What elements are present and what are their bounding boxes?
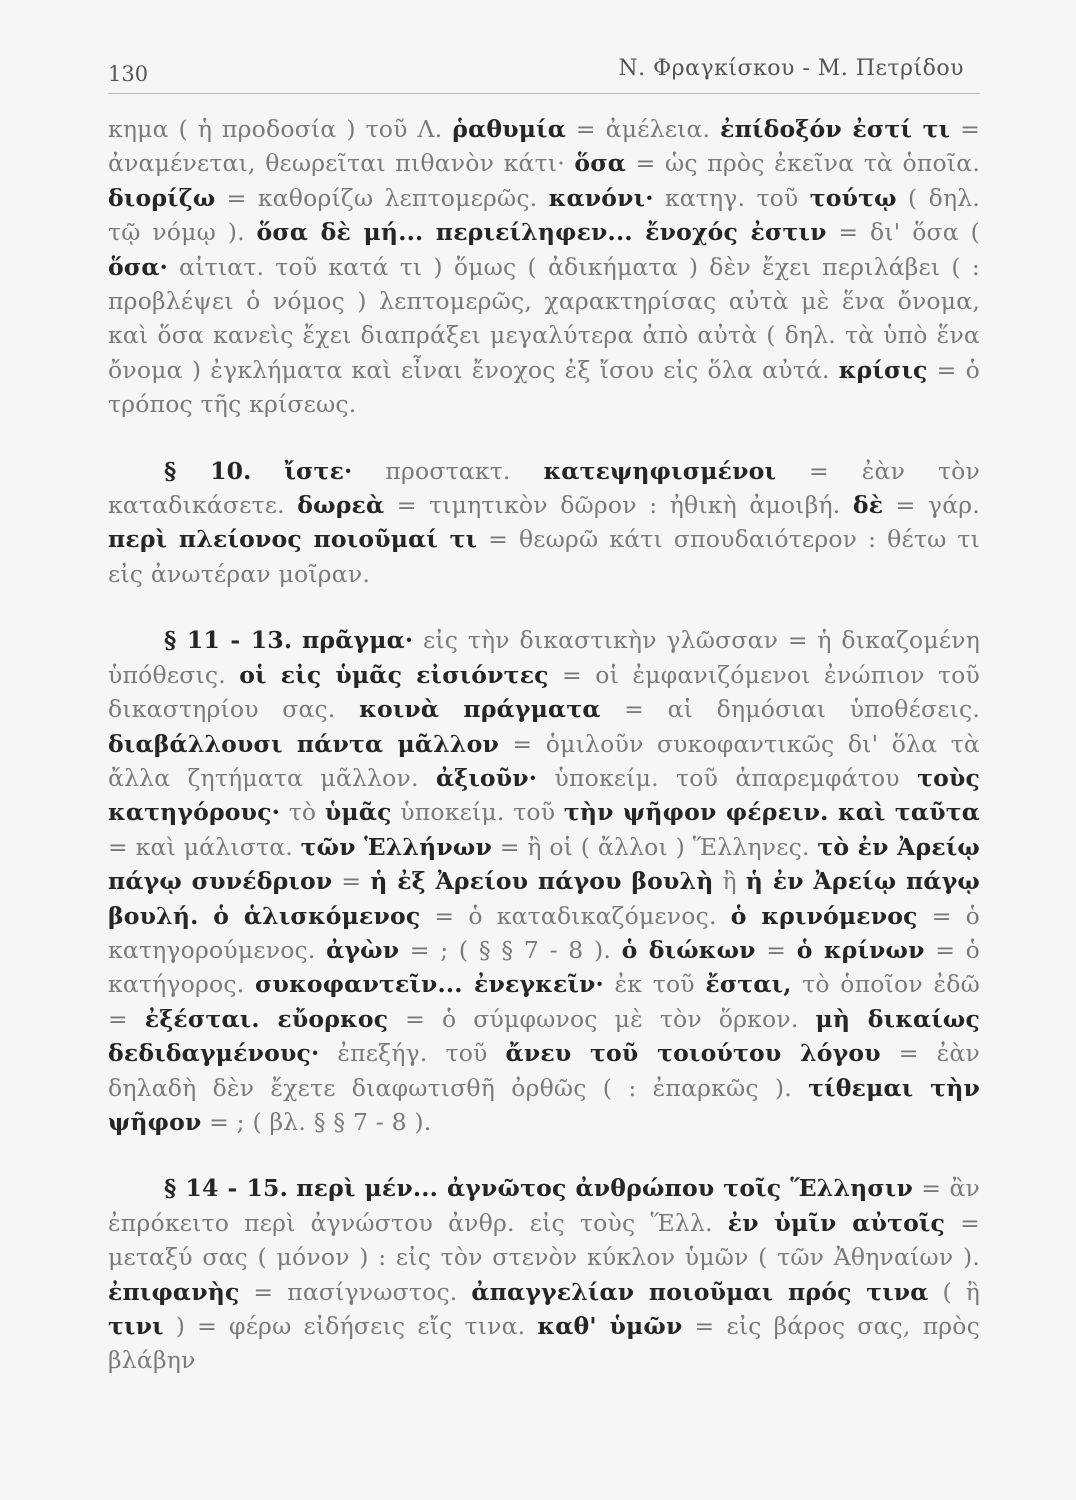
- gloss-text: = ὁ κατηγορούμενος.: [108, 901, 980, 964]
- lemma-term: μὴ δικαίως δεδιδαγμένους·: [108, 1004, 980, 1068]
- lemma-term: διαβάλλουσι πάντα μᾶλλον: [108, 729, 499, 758]
- lemma-term: καθ' ὑμῶν: [537, 1312, 683, 1340]
- paragraph-section-14-15: [108, 1171, 980, 1377]
- gloss-text: ὑποκείμ. τοῦ ἀπαρεμφάτου: [537, 763, 918, 792]
- lemma-term: κατεψηφισμένοι: [543, 456, 777, 485]
- lemma-term: διορίζω: [108, 183, 216, 212]
- lemma-term: ὁ διώκων: [621, 935, 756, 964]
- gloss-text: = ὁμιλοῦν συκοφαντικῶς δι' ὅλα τὰ ἄλλα ζητήματα μᾶλλον.: [108, 729, 980, 792]
- lemma-term: τοὺς κατηγόρους·: [108, 763, 980, 827]
- gloss-text: κημα ( ἡ προδοσία ) τοῦ Λ.: [108, 115, 453, 143]
- gloss-text: ἢ: [713, 867, 746, 896]
- page-header: [108, 56, 964, 90]
- gloss-text: = ἀμέλεια.: [566, 115, 721, 143]
- gloss-text: = τιμητικὸν δῶρον : ἠθικὴ ἀμοιβή.: [384, 491, 853, 520]
- gloss-text: κατηγ. τοῦ: [653, 183, 810, 212]
- lemma-term: ἴστε·: [284, 456, 353, 485]
- gloss-text: [252, 457, 285, 485]
- lemma-term: ἐν ὑμῖν αὐτοῖς: [727, 1208, 946, 1237]
- lemma-term: δωρεὰ: [297, 491, 385, 520]
- lemma-term: ἀγὼν: [326, 935, 400, 964]
- lemma-term: τῶν Ἑλλήνων: [300, 832, 492, 861]
- gloss-text: ( ἢ: [928, 1277, 981, 1306]
- lemma-term: ὑμᾶς: [324, 798, 392, 827]
- gloss-text: εἰς τὴν δικαστικὴν γλῶσσαν = ἡ δικαζομένη ὑπόθεσις.: [108, 626, 981, 689]
- gloss-text: τὸ ὁποῖον ἐδῶ =: [108, 970, 980, 1033]
- gloss-text: τὸ: [280, 798, 325, 827]
- gloss-text: = οἱ ἐμφανιζόμενοι ἐνώπιον τοῦ δικαστηρίου σας.: [108, 660, 980, 724]
- lemma-term: ὅσα: [574, 149, 627, 178]
- lemma-term: τὴν ψῆφον φέρειν. καὶ ταῦτα: [563, 798, 981, 827]
- lemma-term: ἀξιοῦν·: [435, 763, 538, 792]
- lemma-term: περὶ μέν... ἀγνῶτος ἀνθρώπου τοῖς Ἕλλησιν: [296, 1174, 914, 1203]
- lemma-term: § 14 - 15.: [164, 1174, 288, 1203]
- running-head-authors: Ν. Φραγκίσκου - Μ. Πετρίδου: [618, 56, 964, 81]
- gloss-text: = ὡς πρὸς ἐκεῖνα τὰ ὁποῖα.: [626, 149, 980, 178]
- gloss-text: = ὁ τρόπος τῆς κρίσεως.: [108, 355, 980, 419]
- gloss-text: [288, 1174, 296, 1202]
- lemma-term: τὸ ἐν Ἀρείῳ πάγῳ συνέδριον: [108, 832, 980, 896]
- lemma-term: ὅσα δὲ μή... περιείληφεν... ἔνοχός ἐστιν: [256, 218, 827, 247]
- gloss-text: = ἀναμένεται, θεωρεῖται πιθανὸν κάτι·: [108, 115, 980, 178]
- gloss-text: = ; ( βλ. § § 7 - 8 ).: [201, 1107, 432, 1136]
- gloss-text: = μεταξύ σας ( μόνον ) : εἰς τὸν στενὸν κύκλον ὑμῶν ( τῶν Ἀθηναίων ).: [108, 1208, 981, 1272]
- gloss-text: = ἐὰν τὸν καταδικάσετε.: [108, 456, 980, 520]
- paragraph-section-11-13: [108, 623, 980, 1139]
- lemma-term: συκοφαντεῖν... ἐνεγκεῖν·: [255, 970, 604, 999]
- lemma-term: ἐξέσται. εὔορκος: [144, 1004, 389, 1033]
- gloss-text: = ἢ οἱ ( ἄλλοι ) Ἕλληνες.: [491, 832, 818, 861]
- header-rule: [108, 93, 980, 94]
- gloss-text: = γάρ.: [883, 491, 980, 520]
- lemma-term: ἡ ἐν Ἀρείῳ πάγῳ βουλή. ὁ ἁλισκόμενος: [108, 867, 980, 930]
- gloss-text: = ὁ κατήγορος.: [108, 935, 980, 999]
- lemma-term: ἡ ἐξ Ἀρείου πάγου βουλὴ: [370, 867, 714, 896]
- gloss-text: = δι' ὅσα (: [826, 218, 980, 247]
- gloss-text: ( δηλ. τῷ νόμῳ ).: [108, 183, 980, 247]
- lemma-term: ἐπίδοξόν ἐστί τι: [720, 115, 951, 143]
- gloss-text: ὑποκείμ. τοῦ: [391, 798, 564, 827]
- lemma-term: τινι: [108, 1312, 164, 1340]
- gloss-text: = ἂν ἐπρόκειτο περὶ ἀγνώστου ἀνθρ. εἰς τοὺς Ἕλλ.: [108, 1174, 980, 1237]
- paragraph-continuation: [108, 112, 980, 422]
- gloss-text: =: [755, 935, 797, 964]
- paragraph-section-10: [108, 454, 980, 592]
- lemma-term: ἔσται,: [705, 970, 792, 999]
- lemma-term: κοινὰ πράγματα: [359, 695, 601, 724]
- gloss-text: ἐπεξήγ. τοῦ: [319, 1039, 506, 1068]
- lemma-term: ὁ κρινόμενος: [730, 901, 918, 930]
- lemma-term: πρᾶγμα·: [301, 626, 414, 655]
- gloss-text: ) = φέρω εἰδήσεις εἴς τινα.: [163, 1312, 538, 1340]
- gloss-text: = πασίγνωστος.: [239, 1277, 472, 1306]
- gloss-text: =: [332, 867, 371, 896]
- commentary-body: [108, 112, 980, 1378]
- lemma-term: κρίσις: [838, 355, 928, 384]
- gloss-text: = θεωρῶ κάτι σπουδαιότερον : θέτω τι εἰς ἀνωτέραν μοῖραν.: [108, 525, 980, 588]
- gloss-text: = ; ( § § 7 - 8 ).: [399, 935, 622, 964]
- lemma-term: § 10.: [164, 456, 252, 485]
- gloss-text: = εἰς βάρος σας, πρὸς βλάβην: [108, 1312, 980, 1375]
- gloss-text: αἰτιατ. τοῦ κατά τι ) ὅμως ( ἀδικήματα ) δὲν ἔχει περιλάβει ( : προβλέψει ὁ νόμος ) λεπτομερῶς, χαρακτηρίσας αὐτὰ μὲ ἕνα ὄνομα, καὶ ὅσα κανεὶς ἔχει διαπράξει μεγαλύτερα ἀπὸ αὐτὰ ( δηλ. τὰ ὑπὸ ἕνα ὄνομα ) ἐγκλήματα καὶ εἶναι ἔνοχος ἐξ ἴσου εἰς ὅλα αὐτά.: [108, 252, 980, 384]
- gloss-text: = αἱ δημόσιαι ὑποθέσεις.: [600, 695, 981, 724]
- lemma-term: οἱ εἰς ὑμᾶς εἰσιόντες: [239, 660, 549, 689]
- lemma-term: κανόνι·: [548, 183, 654, 212]
- lemma-term: τίθεμαι τὴν ψῆφον: [108, 1073, 980, 1136]
- lemma-term: τούτῳ: [809, 183, 897, 212]
- gloss-text: = καθορίζω λεπτομερῶς.: [215, 183, 549, 212]
- lemma-term: ἄνευ τοῦ τοιούτου λόγου: [505, 1039, 881, 1068]
- lemma-term: περὶ πλείονος ποιοῦμαί τι: [108, 525, 478, 554]
- gloss-text: = καὶ μάλιστα.: [108, 832, 301, 861]
- gloss-text: = ἐὰν δηλαδὴ δὲν ἔχετε διαφωτισθῆ ὀρθῶς ( : ἐπαρκῶς ).: [108, 1039, 980, 1102]
- lemma-term: ῥαθυμία: [452, 115, 567, 143]
- lemma-term: ἀπαγγελίαν ποιοῦμαι πρός τινα: [471, 1277, 929, 1306]
- lemma-term: ὅσα·: [108, 252, 169, 281]
- gloss-text: [292, 626, 302, 654]
- lemma-term: ἐπιφανὴς: [108, 1277, 240, 1306]
- gloss-text: ἐκ τοῦ: [603, 970, 706, 999]
- lemma-term: δὲ: [852, 491, 884, 520]
- lemma-term: § 11 - 13.: [164, 626, 293, 655]
- lemma-term: ὁ κρίνων: [796, 935, 925, 964]
- page-number: 130: [108, 62, 149, 86]
- gloss-text: = ὁ σύμφωνος μὲ τὸν ὅρκον.: [388, 1004, 816, 1033]
- gloss-text: = ὁ καταδικαζόμενος.: [420, 901, 731, 930]
- gloss-text: προστακτ.: [352, 456, 544, 485]
